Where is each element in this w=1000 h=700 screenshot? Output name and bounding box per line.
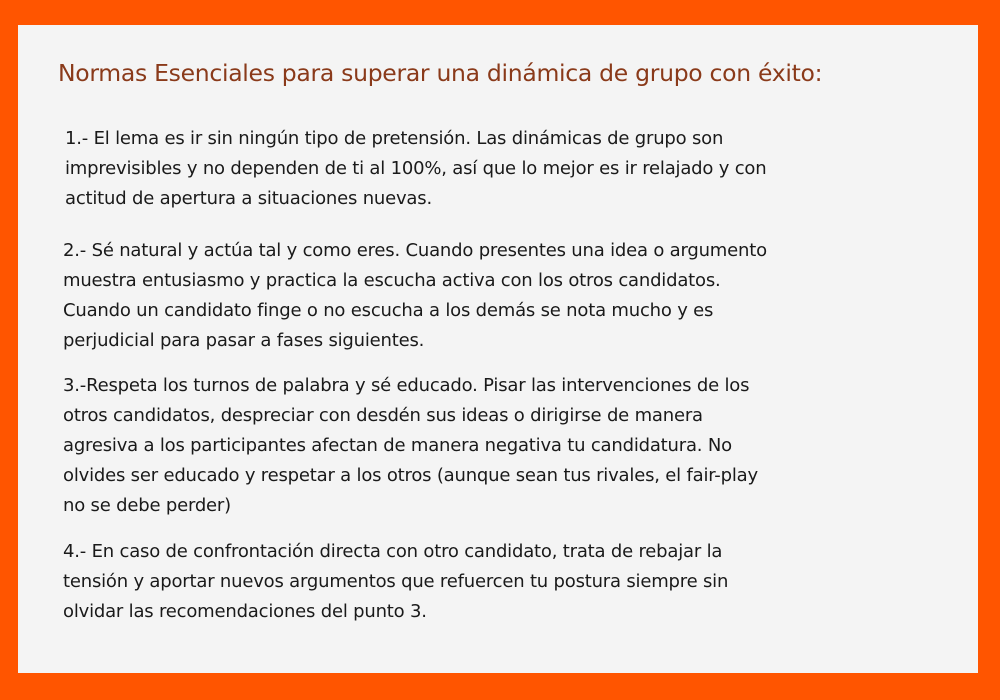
rule-4: [63, 537, 728, 627]
rule-line: 2.- Sé natural y actúa tal y como eres. Cuando presentes una idea o argumento: [63, 240, 767, 261]
rule-line: 3.-Respeta los turnos de palabra y sé educado. Pisar las intervenciones de los: [63, 375, 750, 396]
rule-line: otros candidatos, despreciar con desdén sus ideas o dirigirse de manera: [63, 405, 703, 426]
rule-line: olvides ser educado y respetar a los otros (aunque sean tus rivales, el fair-play: [63, 465, 758, 486]
rule-line: olvidar las recomendaciones del punto 3.: [63, 601, 427, 622]
rule-line: 1.- El lema es ir sin ningún tipo de pretensión. Las dinámicas de grupo son: [65, 128, 724, 149]
rule-3: [63, 371, 758, 521]
rule-line: imprevisibles y no dependen de ti al 100%, así que lo mejor es ir relajado y con: [65, 158, 767, 179]
rule-line: muestra entusiasmo y practica la escucha activa con los otros candidatos.: [63, 270, 721, 291]
rule-2: [63, 236, 767, 356]
rule-line: agresiva a los participantes afectan de manera negativa tu candidatura. No: [63, 435, 732, 456]
rule-line: no se debe perder): [63, 495, 231, 516]
rule-line: perjudicial para pasar a fases siguientes.: [63, 330, 425, 351]
content-panel: [18, 25, 978, 673]
rule-line: 4.- En caso de confrontación directa con otro candidato, trata de rebajar la: [63, 541, 723, 562]
page-title: Normas Esenciales para superar una dinámica de grupo con éxito:: [58, 59, 823, 87]
rule-line: tensión y aportar nuevos argumentos que refuercen tu postura siempre sin: [63, 571, 729, 592]
rule-line: actitud de apertura a situaciones nuevas.: [65, 188, 432, 209]
rule-line: Cuando un candidato finge o no escucha a los demás se nota mucho y es: [63, 300, 714, 321]
rule-1: [65, 124, 766, 214]
